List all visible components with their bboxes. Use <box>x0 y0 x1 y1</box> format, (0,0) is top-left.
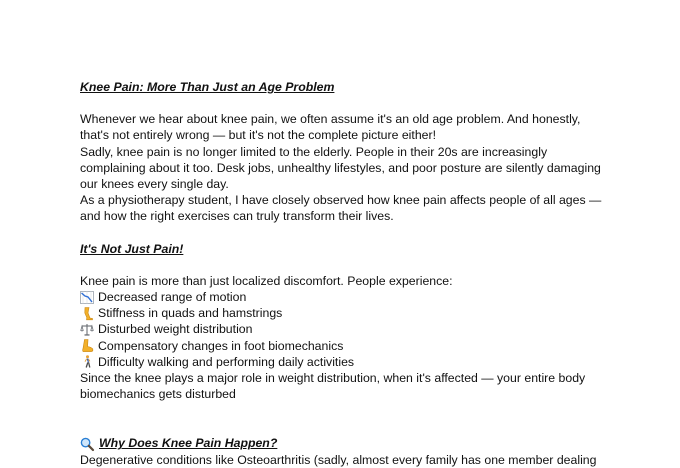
list-item <box>80 305 610 321</box>
intro-line-5: our knees every single day. <box>80 177 229 192</box>
section1-closing-line-2: biomechanics gets disturbed <box>80 387 236 402</box>
balance-scale-icon <box>80 323 94 336</box>
person-walking-icon <box>80 355 94 368</box>
article-title: Knee Pain: More Than Just an Age Problem <box>80 80 335 94</box>
section-heading-not-just-pain: It's Not Just Pain! <box>80 241 184 256</box>
section2-partial-line: Degenerative conditions like Osteoarthritis (sadly, almost every family has one member dealing <box>80 452 597 467</box>
list-item-text: Decreased range of motion <box>98 290 247 305</box>
intro-line-1: Whenever we hear about knee pain, we often assume it's an old age problem. And honestly, <box>80 112 581 127</box>
intro-line-3: Sadly, knee pain is no longer limited to the elderly. People in their 20s are increasingly <box>80 144 548 159</box>
section1-closing-line-1: Since the knee plays a major role in weight distribution, when it's affected — your entire body <box>80 371 586 386</box>
list-item <box>80 338 610 354</box>
list-item-text: Stiffness in quads and hamstrings <box>98 306 283 321</box>
intro-line-6: As a physiotherapy student, I have closely observed how knee pain affects people of all ages — <box>80 193 602 208</box>
section-heading-why-knee-pain: Why Does Knee Pain Happen? <box>99 436 278 451</box>
intro-line-4: complaining about it too. Desk jobs, unhealthy lifestyles, and poor posture are silently damaging <box>80 160 601 175</box>
list-item-text: Difficulty walking and performing daily activities <box>98 354 355 369</box>
list-item-text: Disturbed weight distribution <box>98 322 253 337</box>
chart-decreasing-icon <box>80 291 94 304</box>
leg-icon <box>80 307 94 320</box>
section1-lead: Knee pain is more than just localized discomfort. People experience: <box>80 273 453 288</box>
list-item <box>80 354 610 370</box>
document-body <box>80 79 610 468</box>
magnifying-glass-icon <box>80 437 94 451</box>
list-item <box>80 289 610 305</box>
intro-line-2: that's not entirely wrong — but it's not the complete picture either! <box>80 128 437 143</box>
list-item <box>80 321 610 337</box>
section-heading-row-why <box>80 435 610 451</box>
list-item-text: Compensatory changes in foot biomechanics <box>98 338 344 353</box>
intro-line-7: and how the right exercises can truly transform their lives. <box>80 209 394 224</box>
foot-icon <box>80 339 94 352</box>
